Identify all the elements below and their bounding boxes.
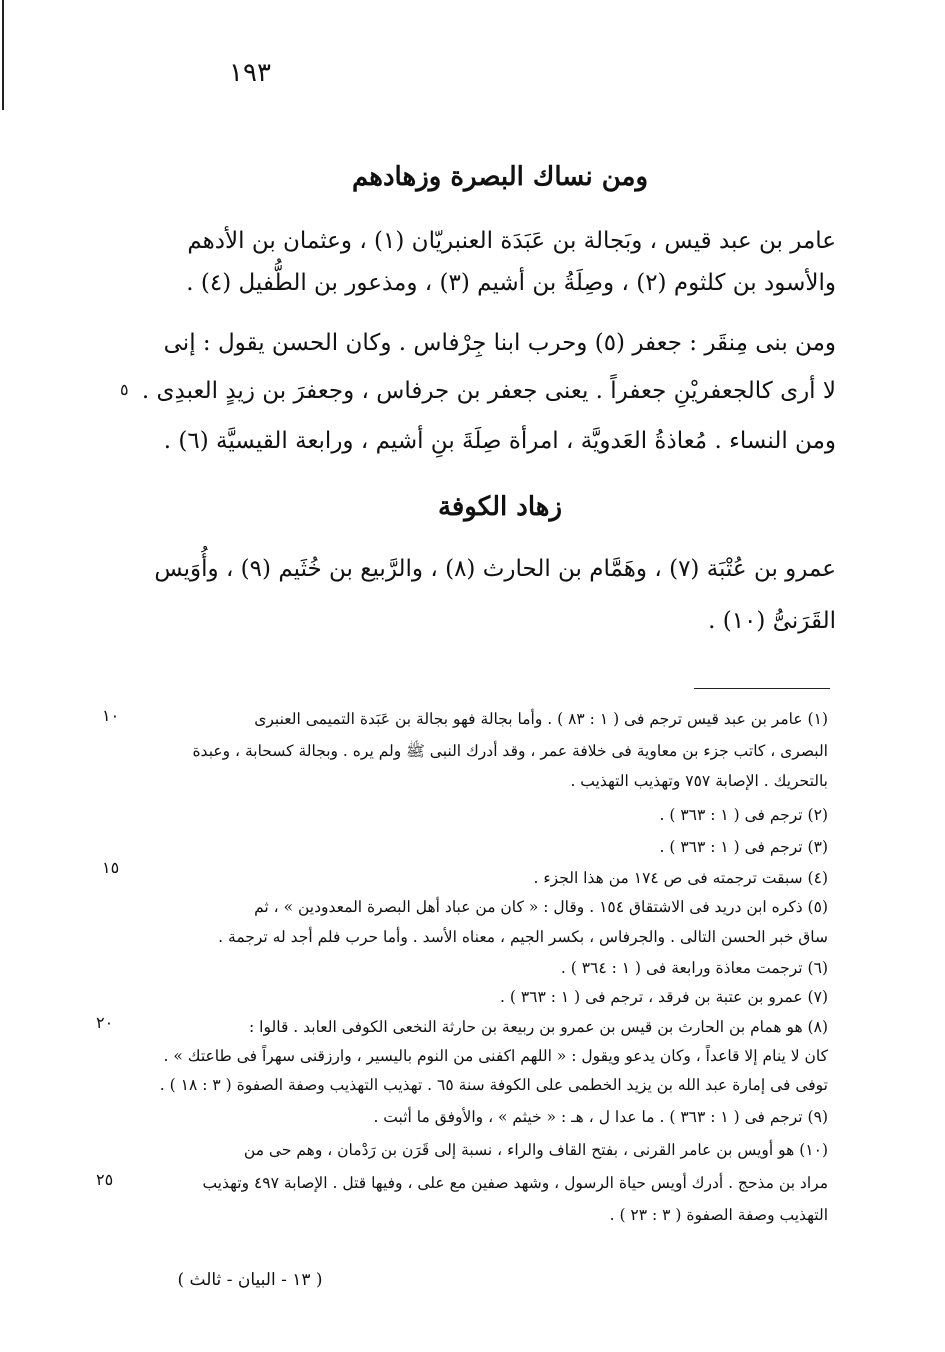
- page-edge-line: [2, 0, 4, 110]
- section-title-basra: ومن نساك البصرة وزهادهم: [351, 162, 649, 192]
- margin-number: ١٥: [102, 858, 120, 877]
- footnote-line: (١٠) هو أويس بن عامر القرنى ، بفتح القاف والراء ، نسبة إلى قَرَن بن رَدْمان ، وهم حى من: [243, 1141, 828, 1159]
- footnote-line: (٧) عمرو بن عتبة بن فرقد ، ترجم فى ( ١ : ٣٦٣ ) .: [500, 988, 828, 1006]
- main-line: عامر بن عبد قيس ، وبَجالة بن عَبَدَة العنبريّان (١) ، وعثمان بن الأدهم: [187, 228, 836, 254]
- footnote-separator: [694, 688, 830, 689]
- footnote-line: (١) عامر بن عبد قيس ترجم فى ( ١ : ٨٣ ) . وأما بجالة فهو بجالة بن عَبَدة التميمى العنبرى: [254, 710, 828, 728]
- main-line: القَرَنىُّ (١٠) .: [708, 608, 836, 634]
- footnote-line: (٢) ترجم فى ( ١ : ٣٦٣ ) .: [659, 806, 828, 824]
- page-number: ١٩٣: [229, 58, 271, 88]
- main-line: لا أرى كالجعفريْنِ جعفراً . يعنى جعفر بن جرفاس ، وجعفرَ بن زيدٍ العبدِى .: [141, 378, 836, 404]
- footnote-line: كان لا ينام إلا قاعداً ، وكان يدعو ويقول : « اللهم اكفنى من النوم باليسير ، وارزقنى سهراً فى طاعتك » .: [163, 1047, 828, 1065]
- footnote-line: (٣) ترجم فى ( ١ : ٣٦٣ ) .: [659, 838, 828, 856]
- margin-number: ١٠: [102, 706, 120, 725]
- signature-footer: ( ١٣ - البيان - ثالث ): [177, 1270, 323, 1290]
- footnote-line: (٦) ترجمت معاذة ورابعة فى ( ١ : ٣٦٤ ) .: [560, 959, 828, 977]
- footnote-line: (٨) هو همام بن الحارث بن قيس بن عمرو بن ربيعة بن حارثة النخعى الكوفى العابد . قالوا :: [249, 1018, 828, 1036]
- main-line: عمرو بن عُتْبَة (٧) ، وهَمَّام بن الحارث (٨) ، والرَّبيع بن خُثَيم (٩) ، وأُوَيس: [154, 556, 836, 582]
- footnote-line: بالتحريك . الإصابة ٧٥٧ وتهذيب التهذيب .: [570, 772, 828, 790]
- main-line: ومن النساء . مُعاذةُ العَدويَّة ، امرأة صِلَةَ بنِ أشيم ، ورابعة القيسيَّة (٦) .: [163, 428, 836, 454]
- margin-number: ٢٥: [96, 1170, 114, 1189]
- footnote-line: مراد بن مذحج . أدرك أويس حياة الرسول ، وشهد صفين مع على ، وفيها قتل . الإصابة ٤٩٧ وتهذيب: [202, 1174, 828, 1192]
- margin-number: ٢٠: [96, 1013, 114, 1032]
- main-line: والأسود بن كلثوم (٢) ، وصِلَةُ بن أشيم (٣) ، ومذعور بن الطُّفيل (٤) .: [186, 270, 836, 296]
- footnote-line: التهذيب وصفة الصفوة ( ٣ : ٢٣ ) .: [609, 1206, 828, 1224]
- footnote-line: (٥) ذكره ابن دريد فى الاشتقاق ١٥٤ . وقال : « كان من عباد أهل البصرة المعدودين » ، ثم: [254, 898, 828, 916]
- footnote-line: (٤) سبقت ترجمته فى ص ١٧٤ من هذا الجزء .: [533, 869, 828, 887]
- main-line: ومن بنى مِنقَر : جعفر (٥) وحرب ابنا جِرْفاس . وكان الحسن يقول : إنى: [163, 330, 836, 356]
- margin-number: ٥: [120, 380, 129, 399]
- section-title-kufa: زهاد الكوفة: [437, 492, 563, 522]
- footnote-line: (٩) ترجم فى ( ١ : ٣٦٣ ) . ما عدا ل ، هـ : « خيثم » ، والأوفق ما أثبت .: [373, 1108, 828, 1126]
- footnote-line: ساق خبر الحسن التالى . والجرفاس ، بكسر الجيم ، معناه الأسد . وأما حرب فلم أجد له ترجمة .: [218, 928, 828, 946]
- footnote-line: البصرى ، كاتب جزء بن معاوية فى خلافة عمر ، وقد أدرك النبى ﷺ ولم يره . وبجالة كسحابة ، وعبدة: [192, 742, 828, 760]
- footnote-line: توفى فى إمارة عبد الله بن يزيد الخطمى على الكوفة سنة ٦٥ . تهذيب التهذيب وصفة الصفوة ( ٣ : ١٨ ) .: [159, 1076, 828, 1094]
